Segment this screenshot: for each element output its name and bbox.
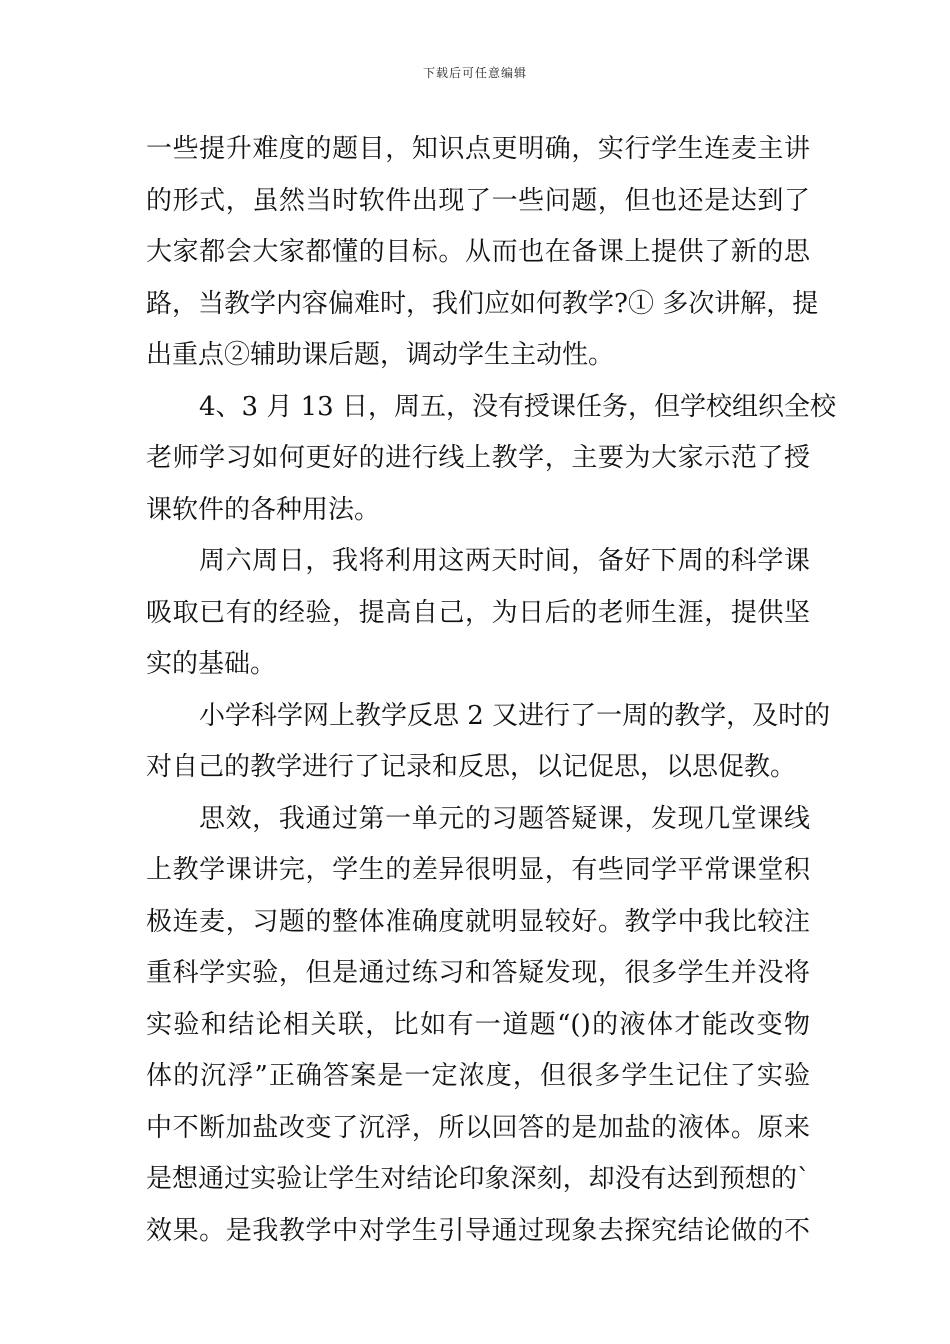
page-header: 下载后可任意编辑: [422, 66, 527, 80]
text-line: 上教学课讲完，学生的差异很明显，有些同学平常课堂积: [146, 855, 810, 885]
text-line: 课软件的各种用法。: [146, 494, 381, 525]
paragraph-first-line: 小学科学网上教学反思 2 又进行了一周的教学，及时的: [199, 700, 831, 731]
text-line: 老师学习如何更好的进行线上教学，主要为大家示范了授: [146, 443, 810, 473]
text-line: 吸取已有的经验，提高自己，为日后的老师生涯，提供坚: [146, 597, 810, 628]
paragraph-first-line: 4、3 月 13 日，周五，没有授课任务，但学校组织全校: [199, 391, 836, 422]
text-line: 路，当教学内容偏难时，我们应如何教学?① 多次讲解，提: [146, 288, 819, 319]
paragraph-first-line: 思效，我通过第一单元的习题答疑课，发现几堂课线: [199, 803, 810, 834]
text-line: 一些提升难度的题目，知识点更明确，实行学生连麦主讲: [146, 134, 810, 164]
text-line: 实的基础。: [146, 649, 277, 679]
text-line: 体的沉浮”正确答案是一定浓度，但很多学生记住了实验: [146, 1061, 810, 1091]
text-line: 大家都会大家都懂的目标。从而也在备课上提供了新的思: [146, 237, 810, 267]
text-line: 对自己的教学进行了记录和反思，以记促思，以思促教。: [146, 752, 797, 782]
text-line: 实验和结论相关联，比如有一道题“()的液体才能改变物: [146, 1009, 810, 1040]
text-line: 极连麦，习题的整体准确度就明显较好。教学中我比较注: [146, 906, 810, 937]
text-line: 重科学实验，但是通过练习和答疑发现，很多学生并没将: [146, 958, 810, 988]
text-line: 效果。是我教学中对学生引导通过现象去探究结论做的不: [146, 1215, 810, 1246]
document-body: [146, 124, 836, 1257]
text-line: 出重点②辅助课后题，调动学生主动性。: [146, 340, 615, 370]
text-line: 中不断加盐改变了沉浮，所以回答的是加盐的液体。原来: [146, 1112, 810, 1143]
paragraph-first-line: 周六周日，我将利用这两天时间，备好下周的科学课: [199, 546, 810, 576]
text-line: 是想通过实验让学生对结论印象深刻，却没有达到预想的`: [146, 1164, 810, 1194]
text-line: 的形式，虽然当时软件出现了一些问题，但也还是达到了: [146, 185, 810, 216]
